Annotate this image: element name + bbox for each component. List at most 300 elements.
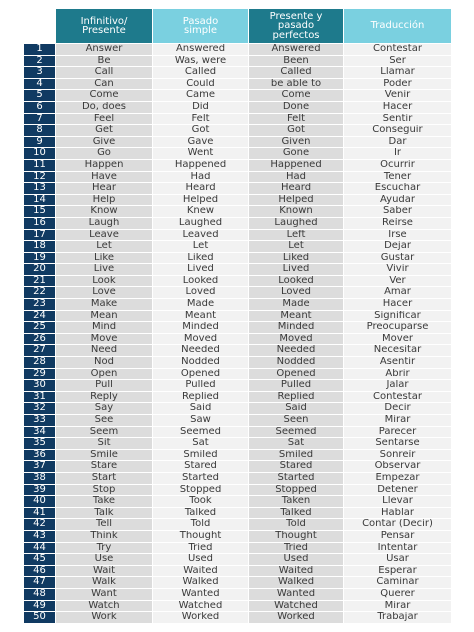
row-number: 35	[24, 438, 55, 449]
perfect-cell: Happened	[249, 160, 343, 171]
table-row	[24, 485, 452, 496]
row-number: 8	[24, 125, 55, 136]
table-row	[24, 102, 452, 113]
row-number: 38	[24, 473, 55, 484]
perfect-cell: be able to	[249, 79, 343, 90]
past-simple-cell: Got	[153, 125, 248, 136]
infinitive-cell: Laugh	[56, 218, 152, 229]
translation-cell: Contar (Decir)	[344, 519, 451, 530]
verb-table	[24, 9, 452, 624]
infinitive-cell: Work	[56, 612, 152, 623]
infinitive-cell: Like	[56, 253, 152, 264]
past-simple-cell: Used	[153, 554, 248, 565]
translation-cell: Abrir	[344, 369, 451, 380]
table-row	[24, 589, 452, 600]
table-row	[24, 415, 452, 426]
past-simple-cell: Was, were	[153, 56, 248, 67]
past-simple-cell: Walked	[153, 577, 248, 588]
table-row	[24, 438, 452, 449]
perfect-cell: Helped	[249, 195, 343, 206]
row-number: 40	[24, 496, 55, 507]
perfect-cell: Looked	[249, 276, 343, 287]
translation-cell: Jalar	[344, 380, 451, 391]
past-simple-cell: Said	[153, 403, 248, 414]
row-number: 20	[24, 264, 55, 275]
table-row	[24, 44, 452, 55]
perfect-cell: Worked	[249, 612, 343, 623]
table-row	[24, 311, 452, 322]
past-simple-cell: Gave	[153, 137, 248, 148]
table-row	[24, 183, 452, 194]
table-row	[24, 566, 452, 577]
row-number: 18	[24, 241, 55, 252]
translation-cell: Observar	[344, 461, 451, 472]
row-number: 14	[24, 195, 55, 206]
translation-cell: Necesitar	[344, 345, 451, 356]
perfect-cell: Lived	[249, 264, 343, 275]
table-row	[24, 543, 452, 554]
perfect-cell: Watched	[249, 601, 343, 612]
infinitive-cell: Move	[56, 334, 152, 345]
translation-cell: Querer	[344, 589, 451, 600]
table-header	[24, 9, 452, 43]
row-number: 9	[24, 137, 55, 148]
past-simple-cell: Told	[153, 519, 248, 530]
row-number: 30	[24, 380, 55, 391]
table-row	[24, 67, 452, 78]
perfect-cell: Given	[249, 137, 343, 148]
past-simple-cell: Could	[153, 79, 248, 90]
past-simple-cell: Meant	[153, 311, 248, 322]
perfect-cell: Seen	[249, 415, 343, 426]
table-row	[24, 172, 452, 183]
header-translation: Traducción	[344, 9, 451, 43]
translation-cell: Esperar	[344, 566, 451, 577]
perfect-cell: Done	[249, 102, 343, 113]
past-simple-cell: Watched	[153, 601, 248, 612]
perfect-cell: Left	[249, 230, 343, 241]
translation-cell: Asentir	[344, 357, 451, 368]
table-row	[24, 403, 452, 414]
infinitive-cell: See	[56, 415, 152, 426]
perfect-cell: Tried	[249, 543, 343, 554]
infinitive-cell: Live	[56, 264, 152, 275]
translation-cell: Ser	[344, 56, 451, 67]
row-number: 36	[24, 450, 55, 461]
translation-cell: Hablar	[344, 508, 451, 519]
row-number: 4	[24, 79, 55, 90]
past-simple-cell: Laughed	[153, 218, 248, 229]
perfect-cell: Let	[249, 241, 343, 252]
table-row	[24, 612, 452, 623]
infinitive-cell: Make	[56, 299, 152, 310]
past-simple-cell: Wanted	[153, 589, 248, 600]
perfect-cell: Said	[249, 403, 343, 414]
translation-cell: Reírse	[344, 218, 451, 229]
translation-cell: Dar	[344, 137, 451, 148]
translation-cell: Venir	[344, 90, 451, 101]
row-number: 24	[24, 311, 55, 322]
infinitive-cell: Start	[56, 473, 152, 484]
row-number: 16	[24, 218, 55, 229]
translation-cell: Usar	[344, 554, 451, 565]
perfect-cell: Walked	[249, 577, 343, 588]
translation-cell: Ayudar	[344, 195, 451, 206]
past-simple-cell: Minded	[153, 322, 248, 333]
translation-cell: Preocuparse	[344, 322, 451, 333]
translation-cell: Poder	[344, 79, 451, 90]
past-simple-cell: Seemed	[153, 427, 248, 438]
perfect-cell: Called	[249, 67, 343, 78]
perfect-cell: Laughed	[249, 218, 343, 229]
row-number: 45	[24, 554, 55, 565]
perfect-cell: Told	[249, 519, 343, 530]
past-simple-cell: Leaved	[153, 230, 248, 241]
infinitive-cell: Go	[56, 148, 152, 159]
translation-cell: Ocurrir	[344, 160, 451, 171]
infinitive-cell: Mean	[56, 311, 152, 322]
perfect-cell: Talked	[249, 508, 343, 519]
past-simple-cell: Worked	[153, 612, 248, 623]
table-row	[24, 334, 452, 345]
perfect-cell: Seemed	[249, 427, 343, 438]
past-simple-cell: Went	[153, 148, 248, 159]
table-row	[24, 357, 452, 368]
perfect-cell: Waited	[249, 566, 343, 577]
perfect-cell: Come	[249, 90, 343, 101]
past-simple-cell: Answered	[153, 44, 248, 55]
row-number: 6	[24, 102, 55, 113]
row-number: 23	[24, 299, 55, 310]
infinitive-cell: Leave	[56, 230, 152, 241]
table-row	[24, 531, 452, 542]
infinitive-cell: Love	[56, 287, 152, 298]
past-simple-cell: Looked	[153, 276, 248, 287]
translation-cell: Detener	[344, 485, 451, 496]
translation-cell: Contestar	[344, 392, 451, 403]
perfect-cell: Stopped	[249, 485, 343, 496]
past-simple-cell: Knew	[153, 206, 248, 217]
infinitive-cell: Give	[56, 137, 152, 148]
table-row	[24, 56, 452, 67]
perfect-cell: Replied	[249, 392, 343, 403]
perfect-cell: Been	[249, 56, 343, 67]
table-row	[24, 253, 452, 264]
table-row	[24, 299, 452, 310]
row-number: 46	[24, 566, 55, 577]
row-number: 41	[24, 508, 55, 519]
infinitive-cell: Look	[56, 276, 152, 287]
translation-cell: Mirar	[344, 601, 451, 612]
perfect-cell: Answered	[249, 44, 343, 55]
past-simple-cell: Did	[153, 102, 248, 113]
infinitive-cell: Walk	[56, 577, 152, 588]
row-number: 43	[24, 531, 55, 542]
header-perfect: Presente y pasado perfectos	[249, 9, 343, 43]
row-number: 28	[24, 357, 55, 368]
past-simple-cell: Called	[153, 67, 248, 78]
perfect-cell: Meant	[249, 311, 343, 322]
past-simple-cell: Heard	[153, 183, 248, 194]
table-row	[24, 496, 452, 507]
row-number: 31	[24, 392, 55, 403]
table-row	[24, 345, 452, 356]
infinitive-cell: Say	[56, 403, 152, 414]
row-number: 15	[24, 206, 55, 217]
infinitive-cell: Stop	[56, 485, 152, 496]
table-row	[24, 392, 452, 403]
infinitive-cell: Open	[56, 369, 152, 380]
infinitive-cell: Help	[56, 195, 152, 206]
table-row	[24, 79, 452, 90]
past-simple-cell: Had	[153, 172, 248, 183]
infinitive-cell: Sit	[56, 438, 152, 449]
translation-cell: Decir	[344, 403, 451, 414]
infinitive-cell: Want	[56, 589, 152, 600]
table-body	[24, 44, 452, 623]
infinitive-cell: Think	[56, 531, 152, 542]
row-number: 34	[24, 427, 55, 438]
infinitive-cell: Tell	[56, 519, 152, 530]
translation-cell: Irse	[344, 230, 451, 241]
perfect-cell: Made	[249, 299, 343, 310]
row-number: 32	[24, 403, 55, 414]
table-row	[24, 508, 452, 519]
past-simple-cell: Lived	[153, 264, 248, 275]
perfect-cell: Heard	[249, 183, 343, 194]
past-simple-cell: Sat	[153, 438, 248, 449]
translation-cell: Intentar	[344, 543, 451, 554]
table-row	[24, 230, 452, 241]
translation-cell: Significar	[344, 311, 451, 322]
translation-cell: Llamar	[344, 67, 451, 78]
table-row	[24, 450, 452, 461]
row-number: 13	[24, 183, 55, 194]
row-number: 22	[24, 287, 55, 298]
past-simple-cell: Started	[153, 473, 248, 484]
infinitive-cell: Have	[56, 172, 152, 183]
translation-cell: Llevar	[344, 496, 451, 507]
past-simple-cell: Thought	[153, 531, 248, 542]
infinitive-cell: Feel	[56, 114, 152, 125]
row-number: 2	[24, 56, 55, 67]
translation-cell: Escuchar	[344, 183, 451, 194]
row-number: 50	[24, 612, 55, 623]
perfect-cell: Taken	[249, 496, 343, 507]
table-row	[24, 519, 452, 530]
past-simple-cell: Pulled	[153, 380, 248, 391]
row-number: 37	[24, 461, 55, 472]
infinitive-cell: Smile	[56, 450, 152, 461]
infinitive-cell: Know	[56, 206, 152, 217]
perfect-cell: Loved	[249, 287, 343, 298]
table-row	[24, 160, 452, 171]
table-row	[24, 195, 452, 206]
perfect-cell: Felt	[249, 114, 343, 125]
infinitive-cell: Talk	[56, 508, 152, 519]
past-simple-cell: Loved	[153, 287, 248, 298]
row-number: 7	[24, 114, 55, 125]
past-simple-cell: Happened	[153, 160, 248, 171]
infinitive-cell: Be	[56, 56, 152, 67]
header-infinitive: Infinitivo/ Presente	[56, 9, 152, 43]
perfect-cell: Known	[249, 206, 343, 217]
row-number: 33	[24, 415, 55, 426]
row-number: 17	[24, 230, 55, 241]
header-past-simple: Pasado simple	[153, 9, 248, 43]
table-row	[24, 554, 452, 565]
translation-cell: Sentir	[344, 114, 451, 125]
past-simple-cell: Smiled	[153, 450, 248, 461]
past-simple-cell: Nodded	[153, 357, 248, 368]
row-number: 25	[24, 322, 55, 333]
table-row	[24, 90, 452, 101]
translation-cell: Sonreír	[344, 450, 451, 461]
infinitive-cell: Hear	[56, 183, 152, 194]
perfect-cell: Stared	[249, 461, 343, 472]
translation-cell: Tener	[344, 172, 451, 183]
infinitive-cell: Mind	[56, 322, 152, 333]
row-number: 29	[24, 369, 55, 380]
translation-cell: Saber	[344, 206, 451, 217]
perfect-cell: Nodded	[249, 357, 343, 368]
infinitive-cell: Do, does	[56, 102, 152, 113]
translation-cell: Hacer	[344, 102, 451, 113]
perfect-cell: Had	[249, 172, 343, 183]
infinitive-cell: Come	[56, 90, 152, 101]
infinitive-cell: Wait	[56, 566, 152, 577]
row-number: 11	[24, 160, 55, 171]
past-simple-cell: Came	[153, 90, 248, 101]
perfect-cell: Gone	[249, 148, 343, 159]
past-simple-cell: Felt	[153, 114, 248, 125]
perfect-cell: Wanted	[249, 589, 343, 600]
past-simple-cell: Needed	[153, 345, 248, 356]
infinitive-cell: Watch	[56, 601, 152, 612]
perfect-cell: Moved	[249, 334, 343, 345]
row-number: 21	[24, 276, 55, 287]
perfect-cell: Used	[249, 554, 343, 565]
infinitive-cell: Call	[56, 67, 152, 78]
infinitive-cell: Seem	[56, 427, 152, 438]
table-row	[24, 114, 452, 125]
row-number: 1	[24, 44, 55, 55]
translation-cell: Contestar	[344, 44, 451, 55]
past-simple-cell: Liked	[153, 253, 248, 264]
past-simple-cell: Took	[153, 496, 248, 507]
perfect-cell: Minded	[249, 322, 343, 333]
table-row	[24, 206, 452, 217]
row-number: 5	[24, 90, 55, 101]
translation-cell: Dejar	[344, 241, 451, 252]
table-row	[24, 427, 452, 438]
header-corner	[24, 9, 55, 43]
row-number: 10	[24, 148, 55, 159]
row-number: 42	[24, 519, 55, 530]
translation-cell: Pensar	[344, 531, 451, 542]
past-simple-cell: Stopped	[153, 485, 248, 496]
infinitive-cell: Use	[56, 554, 152, 565]
table-row	[24, 276, 452, 287]
row-number: 48	[24, 589, 55, 600]
table-row	[24, 322, 452, 333]
table-row	[24, 241, 452, 252]
perfect-cell: Got	[249, 125, 343, 136]
past-simple-cell: Tried	[153, 543, 248, 554]
past-simple-cell: Made	[153, 299, 248, 310]
table-row	[24, 380, 452, 391]
table-row	[24, 218, 452, 229]
infinitive-cell: Can	[56, 79, 152, 90]
row-number: 19	[24, 253, 55, 264]
infinitive-cell: Nod	[56, 357, 152, 368]
infinitive-cell: Try	[56, 543, 152, 554]
translation-cell: Mirar	[344, 415, 451, 426]
perfect-cell: Opened	[249, 369, 343, 380]
translation-cell: Empezar	[344, 473, 451, 484]
infinitive-cell: Need	[56, 345, 152, 356]
past-simple-cell: Talked	[153, 508, 248, 519]
table-row	[24, 264, 452, 275]
perfect-cell: Liked	[249, 253, 343, 264]
translation-cell: Vivir	[344, 264, 451, 275]
past-simple-cell: Waited	[153, 566, 248, 577]
past-simple-cell: Moved	[153, 334, 248, 345]
translation-cell: Gustar	[344, 253, 451, 264]
table-row	[24, 287, 452, 298]
row-number: 49	[24, 601, 55, 612]
table-row	[24, 137, 452, 148]
table-row	[24, 577, 452, 588]
row-number: 47	[24, 577, 55, 588]
infinitive-cell: Pull	[56, 380, 152, 391]
table-row	[24, 369, 452, 380]
translation-cell: Caminar	[344, 577, 451, 588]
translation-cell: Hacer	[344, 299, 451, 310]
translation-cell: Parecer	[344, 427, 451, 438]
translation-cell: Ir	[344, 148, 451, 159]
past-simple-cell: Stared	[153, 461, 248, 472]
table-row	[24, 461, 452, 472]
translation-cell: Amar	[344, 287, 451, 298]
table-row	[24, 601, 452, 612]
infinitive-cell: Stare	[56, 461, 152, 472]
translation-cell: Mover	[344, 334, 451, 345]
row-number: 3	[24, 67, 55, 78]
row-number: 44	[24, 543, 55, 554]
row-number: 39	[24, 485, 55, 496]
infinitive-cell: Take	[56, 496, 152, 507]
translation-cell: Conseguir	[344, 125, 451, 136]
infinitive-cell: Answer	[56, 44, 152, 55]
perfect-cell: Thought	[249, 531, 343, 542]
past-simple-cell: Saw	[153, 415, 248, 426]
perfect-cell: Needed	[249, 345, 343, 356]
past-simple-cell: Opened	[153, 369, 248, 380]
infinitive-cell: Reply	[56, 392, 152, 403]
table-row	[24, 148, 452, 159]
past-simple-cell: Let	[153, 241, 248, 252]
row-number: 27	[24, 345, 55, 356]
infinitive-cell: Get	[56, 125, 152, 136]
perfect-cell: Started	[249, 473, 343, 484]
perfect-cell: Pulled	[249, 380, 343, 391]
row-number: 12	[24, 172, 55, 183]
translation-cell: Ver	[344, 276, 451, 287]
table-row	[24, 473, 452, 484]
translation-cell: Sentarse	[344, 438, 451, 449]
infinitive-cell: Let	[56, 241, 152, 252]
